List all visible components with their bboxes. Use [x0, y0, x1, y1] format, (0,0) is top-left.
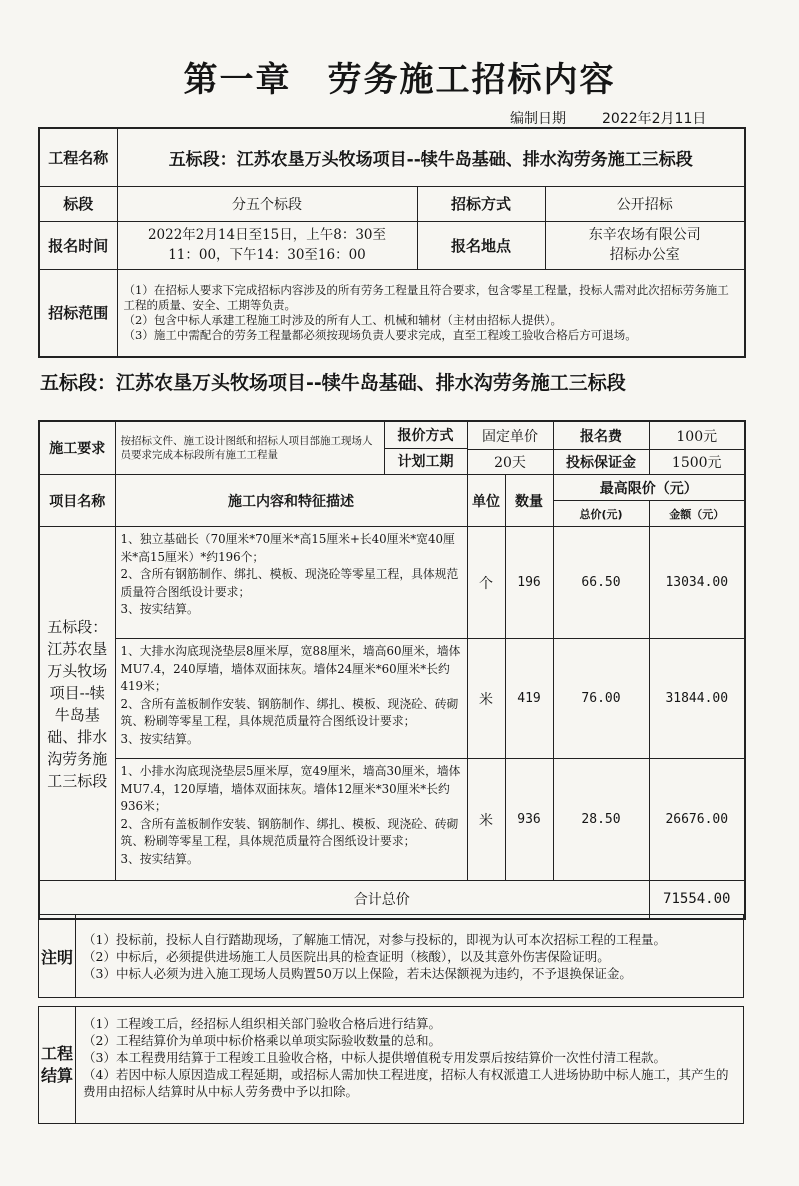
price-method-value: 固定单价	[467, 421, 553, 450]
tender-method-value: 公开招标	[545, 186, 745, 221]
row-unit: 个	[467, 527, 505, 639]
tender-scope-label: 招标范围	[39, 269, 117, 357]
registration-time-value	[117, 221, 417, 269]
registration-fee-value: 100元	[649, 421, 745, 450]
compile-date	[510, 108, 706, 128]
scope-item: （3）施工中需配合的劳务工程量都必须按现场负责人要求完成，直至工程竣工验收合格后方可退场。	[123, 327, 637, 342]
col-description: 施工内容和特征描述	[115, 475, 467, 527]
registration-place-label: 报名地点	[417, 221, 545, 269]
item-name: 五标段：江苏农垦万头牧场项目--犊牛岛基础、排水沟劳务施工三标段	[39, 527, 115, 881]
registration-time-label: 报名时间	[39, 221, 117, 269]
settlement-label	[39, 1007, 76, 1123]
date-value: 2022年2月11日	[602, 111, 707, 127]
project-name-label: 工程名称	[39, 128, 117, 186]
notes-box	[38, 914, 744, 998]
col-total-price: 总价(元)	[553, 501, 649, 527]
row-price: 66.50	[553, 527, 649, 639]
settlement-item: （3）本工程费用结算于工程竣工且验收合格，中标人提供增值税专用发票后按结算价一次性付清工程款。	[83, 1050, 666, 1065]
settlement-item: （2）工程结算价为单项中标价格乘以单项实际验收数量的总和。	[83, 1033, 441, 1048]
construction-req-label: 施工要求	[39, 421, 115, 475]
row-unit: 米	[467, 759, 505, 881]
registration-time-line1: 2022年2月14日至15日，上午8：30至	[147, 227, 387, 243]
row-amount: 13034.00	[649, 527, 745, 639]
col-max-price: 最高限价（元）	[553, 475, 745, 501]
info-table	[38, 127, 746, 358]
settlement-label-line2: 结算	[40, 1066, 73, 1085]
registration-place-value	[545, 221, 745, 269]
row-price: 28.50	[553, 759, 649, 881]
scope-item: （1）在招标人要求下完成招标内容涉及的所有劳务工程量且符合要求，包含零星工程量，投标人需对此次招标劳务施工工程的质量、安全、工期等负责。	[123, 282, 729, 312]
project-name-value: 五标段：江苏农垦万头牧场项目--犊牛岛基础、排水沟劳务施工三标段	[117, 128, 745, 186]
total-value: 71554.00	[649, 881, 745, 919]
price-method-label: 报价方式	[385, 422, 467, 449]
construction-req-cell	[115, 421, 467, 475]
scope-item: （2）包含中标人承建工程施工时涉及的所有人工、机械和辅材（主材由招标人提供）。	[123, 312, 563, 327]
row-unit: 米	[467, 639, 505, 759]
detail-table	[38, 420, 746, 920]
row-amount: 26676.00	[649, 759, 745, 881]
construction-req-value: 按招标文件、施工设计图纸和招标人项目部施工现场人员要求完成本标段所有施工工程量	[120, 435, 373, 461]
settlement-label-line1: 工程	[40, 1044, 73, 1063]
row-description: 1、独立基础长（70厘米*70厘米*高15厘米+长40厘米*宽40厘米*高15厘米）*约196个； 2、含所有钢筋制作、绑扎、模板、现浇砼等零星工程，具体规范质量符合图纸设计要求； 3、按实结算。	[115, 527, 467, 639]
deposit-value: 1500元	[649, 450, 745, 475]
section-value: 分五个标段	[117, 186, 417, 221]
row-amount: 31844.00	[649, 639, 745, 759]
section-label: 标段	[39, 186, 117, 221]
deposit-label: 投标保证金	[553, 450, 649, 475]
total-label: 合计总价	[115, 881, 649, 919]
notes-label: 注明	[39, 915, 76, 997]
section-title: 五标段：江苏农垦万头牧场项目--犊牛岛基础、排水沟劳务施工三标段	[40, 372, 626, 394]
registration-fee-label: 报名费	[553, 421, 649, 450]
row-quantity: 196	[505, 527, 553, 639]
row-price: 76.00	[553, 639, 649, 759]
col-quantity: 数量	[505, 475, 553, 527]
registration-place-line2: 招标办公室	[609, 247, 680, 263]
notes-content	[83, 931, 733, 982]
col-unit: 单位	[467, 475, 505, 527]
registration-place-line1: 东辛农场有限公司	[588, 227, 701, 243]
registration-time-line2: 11：00，下午14：30至16：00	[168, 247, 366, 263]
col-amount: 金额（元）	[649, 501, 745, 527]
tender-scope-content	[117, 269, 745, 357]
settlement-item: （4）若因中标人原因造成工程延期，或招标人需加快工程进度，招标人有权派遣工人进场协助中标人施工，其产生的费用由招标人结算时从中标人劳务费中予以扣除。	[83, 1067, 729, 1099]
plan-period-value: 20天	[467, 450, 553, 475]
row-quantity: 419	[505, 639, 553, 759]
note-item: （2）中标后，必须提供进场施工人员医院出具的检查证明（核酸），以及其意外伤害保险证明。	[83, 949, 610, 964]
note-item: （3）中标人必须为进入施工现场人员购置50万以上保险，若未达保额视为违约，不予退换保证金。	[83, 966, 632, 981]
total-blank	[39, 881, 115, 919]
page-title: 第一章 劳务施工招标内容	[183, 60, 616, 100]
row-description: 1、大排水沟底现浇垫层8厘米厚，宽88厘米，墙高60厘米，墙体MU7.4，240厚墙，墙体双面抹灰。墙体24厘米*60厘米*长约419米； 2、含所有盖板制作安装、钢筋制作、绑扎、模板、现浇砼、砖砌筑、粉刷等零星工程，具体规范质量符合图纸设计要求； 3、按实结算。	[115, 639, 467, 759]
tender-method-label: 招标方式	[417, 186, 545, 221]
col-item-name: 项目名称	[39, 475, 115, 527]
settlement-box	[38, 1006, 744, 1124]
row-description: 1、小排水沟底现浇垫层5厘米厚，宽49厘米，墙高30厘米，墙体MU7.4，120厚墙，墙体双面抹灰。墙体12厘米*30厘米*长约936米； 2、含所有盖板制作安装、钢筋制作、绑扎、模板、现浇砼、砖砌筑、粉刷等零星工程，具体规范质量符合图纸设计要求； 3、按实结算。	[115, 759, 467, 881]
note-item: （1）投标前，投标人自行踏勘现场，了解施工情况，对参与投标的，即视为认可本次招标工程的工程量。	[83, 932, 666, 947]
plan-period-label: 计划工期	[397, 454, 454, 471]
settlement-content	[83, 1015, 735, 1100]
date-label: 编制日期	[510, 111, 566, 127]
row-quantity: 936	[505, 759, 553, 881]
settlement-item: （1）工程竣工后，经招标人组织相关部门验收合格后进行结算。	[83, 1016, 441, 1031]
